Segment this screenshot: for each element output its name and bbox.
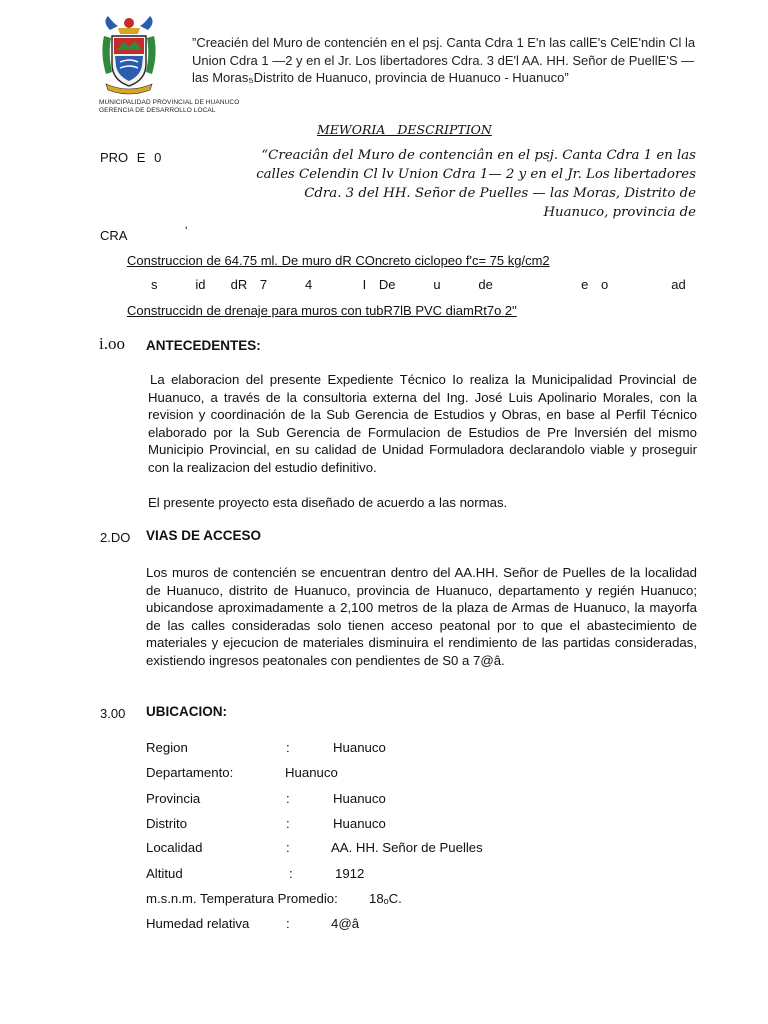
- org-line-1: MUNICIPALIDAD PROVINCIAL DE HUANUCO: [99, 99, 240, 106]
- section-1-number: i.oo: [99, 334, 125, 353]
- project-description: “Creaciân del Muro de contenciân en el psj. Canta Cdra 1 en las calles Celendin Cl lv Union Cdra 1— 2 y en el Jr. Los libertadores Cdra. 3 del HH. Señor de Puelles — las Moras, Distrito de Huanuco, provincia de: [256, 148, 696, 220]
- location-value: Huanuco: [333, 816, 386, 831]
- section-3-number: 3.00: [100, 706, 126, 721]
- section-2-paragraph: Los muros de contencién se encuentran dentro del AA.HH. Señor de Puelles de la localidad de Huanuco, distrito de Huanuco, provincia de Huanuco, departamento y regién Huanuco; ubicandose aproximadamente a 2,100 metros de la plaza de Armas de Huanuco, la mayorfa de las calles consideradas solo tienen acceso peatonal por to que el abastecimiento de materiales y ejecucion de materiales disminuira el rendimiento de las partidas consideradas, existiendo ingresos peatonales con pendientes de S0 a 7@â.: [146, 565, 697, 668]
- location-value: 4@â: [331, 916, 360, 931]
- location-label: Region: [146, 740, 188, 755]
- location-label: Localidad: [146, 840, 203, 855]
- section-3-title: UBICACION:: [146, 704, 227, 719]
- location-colon: :: [286, 816, 290, 831]
- location-colon: :: [289, 866, 293, 881]
- scope-line-1: Construccion de 64.75 ml. De muro dR COncreto ciclopeo f'c= 75 kg/cm2: [127, 253, 550, 268]
- document-title: MEWORIA DESCRIPTION: [317, 122, 492, 137]
- location-value: Huanuco: [285, 765, 338, 780]
- section-1-title: ANTECEDENTES:: [146, 338, 261, 353]
- location-value: Huanuco: [333, 791, 386, 806]
- location-colon: :: [286, 916, 290, 931]
- municipal-coat-of-arms-logo: [98, 14, 160, 100]
- scope-line-2: s id dR 7 4 I De u de e o ad: [151, 277, 686, 292]
- header-project-title: ”Creacién del Muro de contencién en el psj. Canta Cdra 1 E'n las callE's CelE'ndin Cl la Union Cdra 1 —2 y en el Jr. Los libertadores Cdra. 3 dE'l AA. HH. Señor de PuellE'S — las Moras₅Distrito de Huanuco, provincia de Huanuco - Huanuco”: [192, 35, 696, 85]
- location-label: Altitud: [146, 866, 183, 881]
- location-label: Departamento:: [146, 765, 234, 780]
- location-label: Distrito: [146, 816, 188, 831]
- project-label: PRO E 0: [100, 150, 162, 165]
- section-1-note: El presente proyecto esta diseñado de acuerdo a las normas.: [148, 495, 508, 510]
- location-label: Humedad relativa: [146, 916, 250, 931]
- section-2-title: VIAS DE ACCESO: [146, 528, 262, 543]
- location-value: Huanuco: [333, 740, 386, 755]
- location-value: 18ₒC.: [369, 891, 402, 906]
- cra-mark: ': [185, 224, 188, 238]
- org-line-2: GERENCIA DE DESARROLLO LOCAL: [99, 106, 216, 114]
- section-2-number: 2.DO: [100, 530, 131, 545]
- location-colon: :: [286, 740, 290, 755]
- location-colon: :: [286, 840, 290, 855]
- location-label: Provincia: [146, 791, 201, 806]
- cra-label: CRA: [100, 228, 128, 243]
- organization-name: [99, 99, 239, 114]
- location-colon: :: [286, 791, 290, 806]
- location-value: 1912: [335, 866, 365, 881]
- location-label: m.s.n.m. Temperatura Promedio:: [146, 891, 338, 906]
- scope-line-3: Construccidn de drenaje para muros con tubR7lB PVC diamRt7o 2": [127, 303, 517, 318]
- location-value: AA. HH. Señor de Puelles: [331, 840, 483, 855]
- section-1-paragraph: La elaboracion del presente Expediente Técnico Io realiza la Municipalidad Provincial de Huanuco, a través de la consultoria externa del Ing. José Luis Apolinario Morales, con la revision y coordinación de la Sub Gerencia de Estudios y Obras, en base al Perfil Técnico elaborado por la Sub Gerencia de Formulacion de Estudios de Pre lnversién del mismo Municipio Provincial, en su calidad de Unidad Formuladora declarandolo viable y proseguir con la realizacion del estudio definitivo.: [148, 372, 697, 475]
